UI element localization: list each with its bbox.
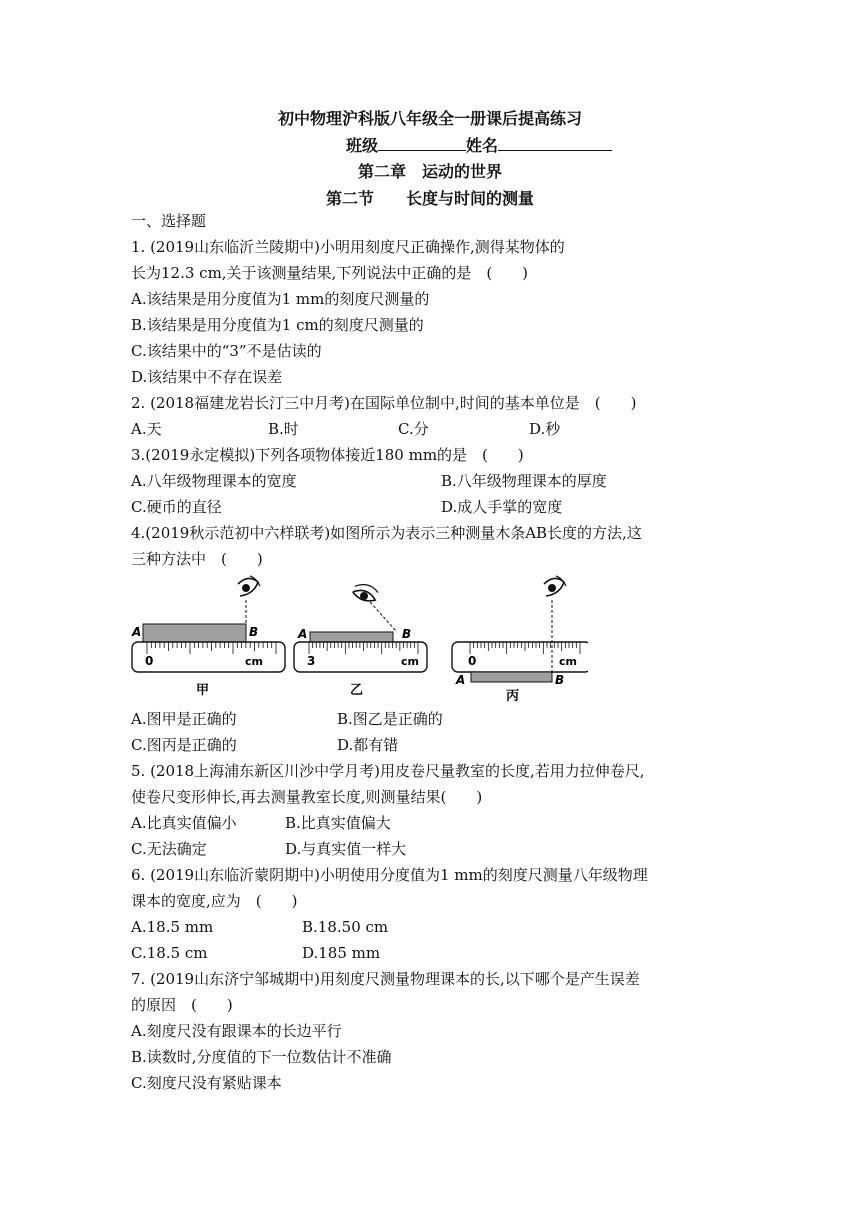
wood-strip-bing	[471, 672, 552, 682]
sightline-yi	[370, 602, 397, 632]
eye-icon	[544, 576, 566, 596]
q5-option-d: D.与真实值一样大	[285, 840, 407, 858]
q6-option-b: B.18.50 cm	[302, 918, 389, 936]
q1-option-d: D.该结果中不存在误差	[131, 368, 283, 386]
q7-stem-2: 的原因 ( )	[131, 996, 233, 1014]
name-blank[interactable]	[498, 136, 612, 151]
tick-zero-bing: 0	[468, 654, 477, 668]
q4-stem-2: 三种方法中 ( )	[131, 550, 263, 568]
q3-option-d: D.成人手掌的宽度	[441, 498, 563, 516]
q6-option-a: A.18.5 mm	[131, 918, 214, 936]
class-blank[interactable]	[378, 136, 466, 151]
q7-option-b: B.读数时,分度值的下一位数估计不准确	[131, 1048, 392, 1066]
wood-strip-jia	[143, 624, 246, 642]
q6-stem-2: 课本的宽度,应为 ( )	[131, 892, 298, 910]
q1-option-b: B.该结果是用分度值为1 cm的刻度尺测量的	[131, 316, 424, 334]
q5-stem-1: 5. (2018上海浦东新区川沙中学月考)用皮卷尺量教室的长度,若用力拉伸卷尺,	[131, 762, 645, 780]
q2-stem: 2. (2018福建龙岩长汀三中月考)在国际单位制中,时间的基本单位是 ( )	[131, 394, 637, 412]
q4-option-a: A.图甲是正确的	[131, 710, 237, 728]
q4-option-b: B.图乙是正确的	[337, 710, 443, 728]
name-label: 姓名	[466, 136, 499, 155]
q5-option-a: A.比真实值偏小	[131, 814, 237, 832]
q1-stem-2: 长为12.3 cm,关于该测量结果,下列说法中正确的是 ( )	[131, 264, 529, 282]
q7-option-a: A.刻度尺没有跟课本的长边平行	[131, 1022, 342, 1040]
q1-option-a: A.该结果是用分度值为1 mm的刻度尺测量的	[131, 290, 430, 308]
ruler-figure	[128, 572, 588, 708]
q3-option-a: A.八年级物理课本的宽度	[131, 472, 297, 490]
q2-option-c: C.分	[398, 420, 429, 438]
q7-stem-1: 7. (2019山东济宁邹城期中)用刻度尺测量物理课本的长,以下哪个是产生误差	[131, 970, 640, 988]
q3-stem: 3.(2019永定模拟)下列各项物体接近180 mm的是 ( )	[131, 446, 524, 464]
q7-option-c: C.刻度尺没有紧贴课本	[131, 1074, 282, 1092]
q6-stem-1: 6. (2019山东临沂蒙阴期中)小明使用分度值为1 mm的刻度尺测量八年级物理	[131, 866, 648, 884]
q2-option-a: A.天	[131, 420, 162, 438]
q5-stem-2: 使卷尺变形伸长,再去测量教室长度,则测量结果( )	[131, 788, 483, 806]
q4-option-c: C.图丙是正确的	[131, 736, 237, 754]
label-b-yi: B	[402, 627, 412, 641]
q1-stem-1: 1. (2019山东临沂兰陵期中)小明用刻度尺正确操作,测得某物体的	[131, 238, 565, 256]
q6-option-c: C.18.5 cm	[131, 944, 208, 962]
eye-icon	[351, 581, 379, 604]
label-a-jia: A	[132, 625, 142, 639]
class-label: 班级	[346, 136, 379, 155]
chapter-title: 第二章 运动的世界	[357, 162, 502, 181]
q3-option-b: B.八年级物理课本的厚度	[441, 472, 607, 490]
label-b-bing: B	[555, 673, 565, 687]
figure-bing	[452, 576, 588, 704]
q4-stem-1: 4.(2019秋示范初中六样联考)如图所示为表示三种测量木条AB长度的方法,这	[131, 524, 642, 542]
class-name-line	[346, 133, 612, 156]
tick-three-yi: 3	[307, 654, 316, 668]
q5-option-b: B.比真实值偏大	[285, 814, 391, 832]
section-heading: 一、选择题	[131, 212, 207, 230]
q4-option-d: D.都有错	[337, 736, 399, 754]
q1-option-c: C.该结果中的“3”不是估读的	[131, 342, 322, 360]
label-a-bing: A	[456, 673, 466, 687]
q5-option-c: C.无法确定	[131, 840, 207, 858]
label-b-jia: B	[249, 625, 259, 639]
unit-cm-yi: cm	[401, 655, 419, 668]
eye-icon	[238, 576, 260, 596]
wood-strip-yi	[310, 632, 393, 642]
worksheet-title: 初中物理沪科版八年级全一册课后提高练习	[277, 109, 582, 128]
label-a-yi: A	[298, 627, 308, 641]
figure-yi	[294, 581, 427, 698]
unit-cm-bing: cm	[559, 655, 577, 668]
q6-option-d: D.185 mm	[302, 944, 381, 962]
unit-cm-jia: cm	[245, 655, 263, 668]
q2-option-d: D.秒	[529, 420, 561, 438]
q3-option-c: C.硬币的直径	[131, 498, 222, 516]
caption-jia: 甲	[196, 683, 210, 698]
caption-yi: 乙	[350, 683, 364, 698]
figure-jia	[131, 576, 285, 698]
section-title: 第二节 长度与时间的测量	[325, 189, 534, 208]
tick-zero-jia: 0	[145, 654, 154, 668]
caption-bing: 丙	[506, 689, 520, 704]
q2-option-b: B.时	[268, 420, 299, 438]
